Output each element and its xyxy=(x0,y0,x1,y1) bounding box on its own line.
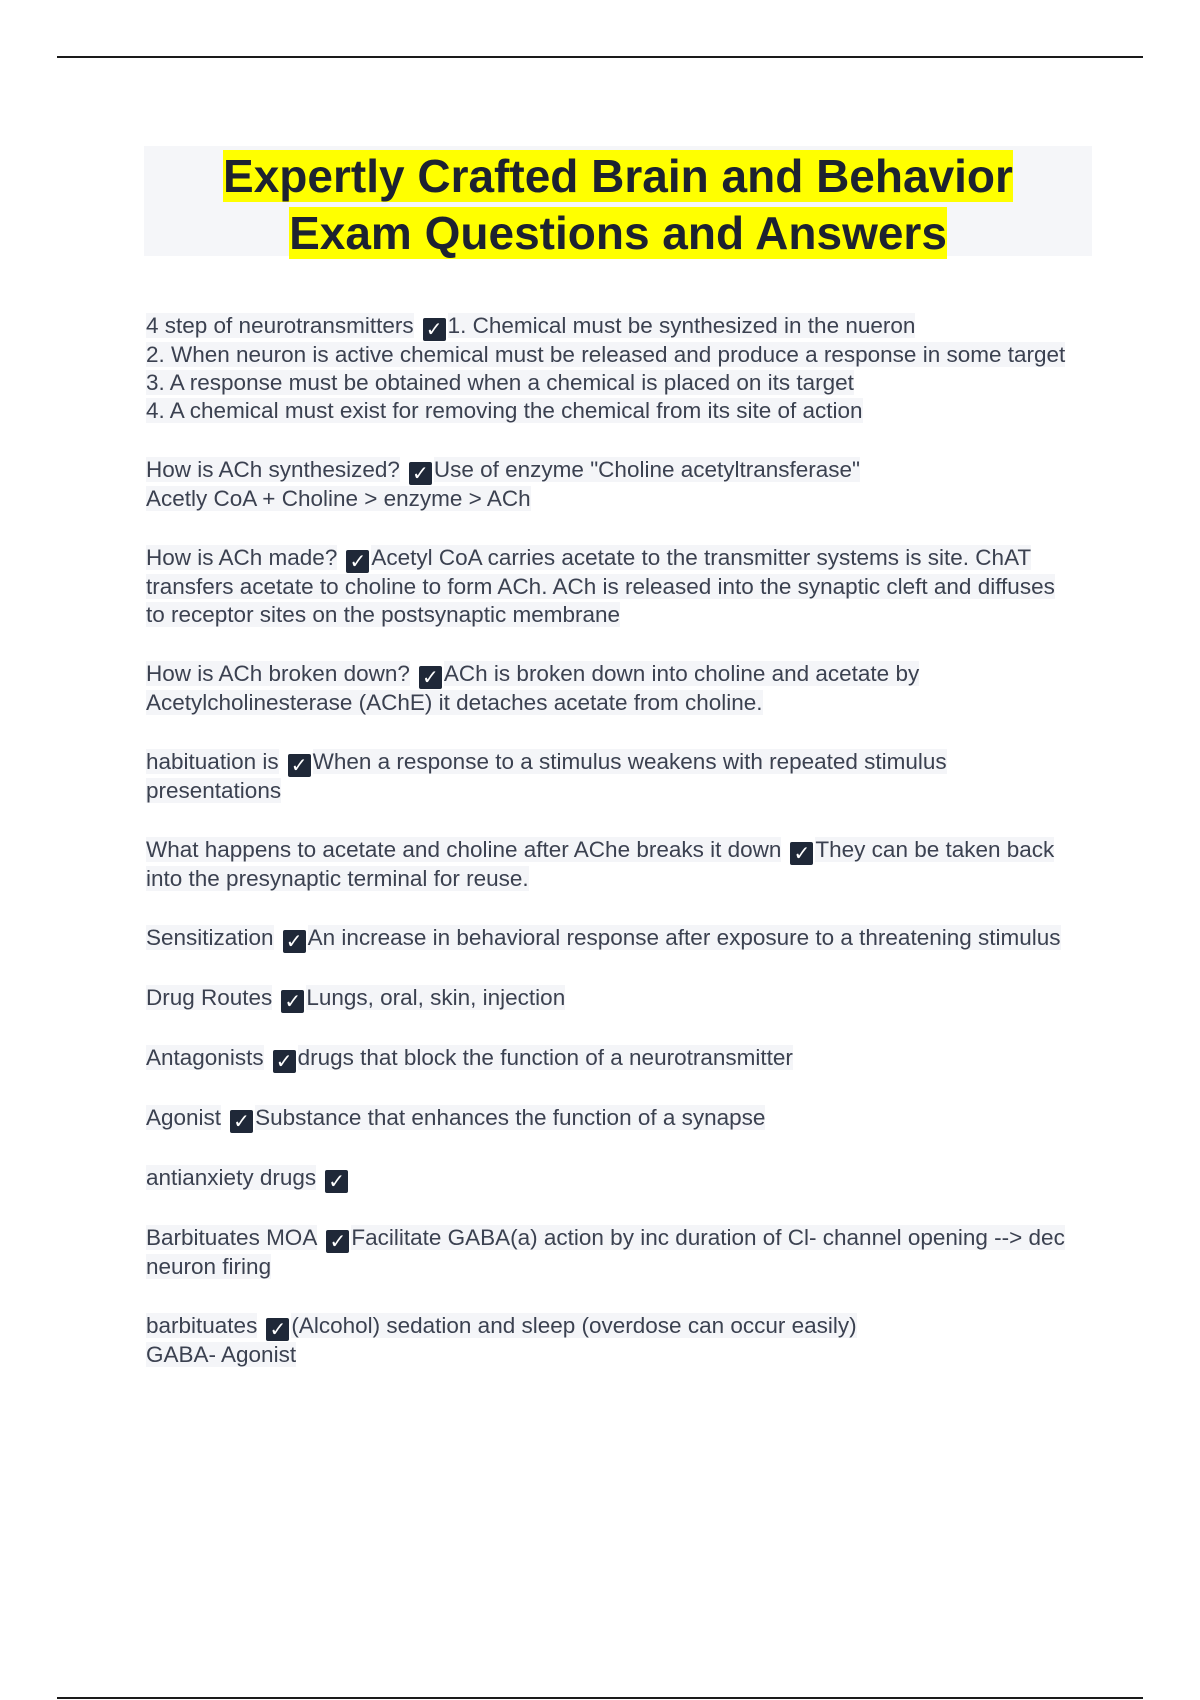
question-text: Antagonists xyxy=(146,1045,264,1070)
qa-first-line xyxy=(146,660,1076,717)
qa-item xyxy=(146,1104,1076,1133)
title-line-2: Exam Questions and Answers xyxy=(289,207,947,259)
qa-first-line xyxy=(146,836,1076,893)
question-text: Drug Routes xyxy=(146,985,273,1010)
answer-text: Lungs, oral, skin, injection xyxy=(306,985,566,1010)
answer-text: 4. A chemical must exist for removing the chemical from its site of action xyxy=(146,398,863,423)
check-box-icon: ✓ xyxy=(346,550,369,573)
qa-item xyxy=(146,1164,1076,1193)
qa-item xyxy=(146,1224,1076,1281)
question-text: What happens to acetate and choline after AChe breaks it down xyxy=(146,837,782,862)
check-box-icon: ✓ xyxy=(230,1110,253,1133)
check-box-icon: ✓ xyxy=(283,930,306,953)
answer-text: Substance that enhances the function of a synapse xyxy=(255,1105,766,1130)
answer-text: drugs that block the function of a neurotransmitter xyxy=(297,1045,793,1070)
qa-first-line xyxy=(146,312,1076,341)
question-text: How is ACh made? xyxy=(146,545,338,570)
answer-line xyxy=(146,369,1076,397)
question-text: How is ACh broken down? xyxy=(146,661,410,686)
question-text: How is ACh synthesized? xyxy=(146,457,400,482)
qa-first-line xyxy=(146,984,1076,1013)
qa-first-line xyxy=(146,1312,1076,1341)
qa-item xyxy=(146,748,1076,805)
qa-first-line xyxy=(146,456,1076,485)
qa-first-line xyxy=(146,748,1076,805)
qa-item xyxy=(146,1312,1076,1369)
qa-item xyxy=(146,544,1076,629)
answer-text: 3. A response must be obtained when a chemical is placed on its target xyxy=(146,370,854,395)
check-box-icon: ✓ xyxy=(419,666,442,689)
check-box-icon: ✓ xyxy=(266,1318,289,1341)
question-text: barbituates xyxy=(146,1313,258,1338)
check-box-icon: ✓ xyxy=(326,1230,349,1253)
question-text: 4 step of neurotransmitters xyxy=(146,313,414,338)
question-text: antianxiety drugs xyxy=(146,1165,317,1190)
top-rule xyxy=(57,56,1143,58)
title-line-1: Expertly Crafted Brain and Behavior xyxy=(223,150,1013,202)
answer-text: ACh is broken down into choline and acetate by Acetylcholinesterase (AChE) it detaches acetate from choline. xyxy=(146,661,920,715)
qa-first-line xyxy=(146,1224,1076,1281)
check-box-icon: ✓ xyxy=(790,842,813,865)
answer-line xyxy=(146,397,1076,425)
qa-first-line xyxy=(146,1044,1076,1073)
answer-text: An increase in behavioral response after exposure to a threatening stimulus xyxy=(307,925,1061,950)
qa-item xyxy=(146,924,1076,953)
answer-text: Acetly CoA + Choline > enzyme > ACh xyxy=(146,486,531,511)
check-box-icon: ✓ xyxy=(423,318,446,341)
check-box-icon: ✓ xyxy=(325,1170,348,1193)
answer-text: Use of enzyme "Choline acetyltransferase" xyxy=(433,457,861,482)
answer-text: 1. Chemical must be synthesized in the nueron xyxy=(447,313,916,338)
question-text: Barbituates MOA xyxy=(146,1225,318,1250)
question-text: habituation is xyxy=(146,749,279,774)
answer-text: They can be taken back into the presynaptic terminal for reuse. xyxy=(146,837,1055,891)
answer-text: (Alcohol) sedation and sleep (overdose can occur easily) xyxy=(291,1313,857,1338)
answer-text: When a response to a stimulus weakens with repeated stimulus presentations xyxy=(146,749,947,803)
qa-item xyxy=(146,660,1076,717)
answer-text: Facilitate GABA(a) action by inc duration of Cl- channel opening --> dec neuron firing xyxy=(146,1225,1065,1279)
bottom-rule xyxy=(57,1697,1143,1699)
qa-first-line xyxy=(146,1164,1076,1193)
answer-line xyxy=(146,1341,1076,1369)
question-text: Agonist xyxy=(146,1105,222,1130)
qa-list xyxy=(146,312,1076,1400)
check-box-icon: ✓ xyxy=(288,754,311,777)
qa-item xyxy=(146,1044,1076,1073)
answer-text: Acetyl CoA carries acetate to the transmitter systems is site. ChAT transfers acetate to choline to form ACh. ACh is released into the synaptic cleft and diffuses to receptor sites on the postsynaptic membrane xyxy=(146,545,1055,627)
answer-line xyxy=(146,341,1076,369)
qa-item xyxy=(146,836,1076,893)
qa-first-line xyxy=(146,544,1076,629)
qa-item xyxy=(146,456,1076,513)
answer-text: 2. When neuron is active chemical must be released and produce a response in some target xyxy=(146,342,1066,367)
answer-line xyxy=(146,485,1076,513)
qa-item xyxy=(146,984,1076,1013)
check-box-icon: ✓ xyxy=(281,990,304,1013)
qa-first-line xyxy=(146,1104,1076,1133)
page-title xyxy=(144,146,1092,262)
check-box-icon: ✓ xyxy=(273,1050,296,1073)
qa-item xyxy=(146,312,1076,425)
title-banner xyxy=(144,146,1092,259)
qa-first-line xyxy=(146,924,1076,953)
check-box-icon: ✓ xyxy=(409,462,432,485)
question-text: Sensitization xyxy=(146,925,274,950)
answer-text: GABA- Agonist xyxy=(146,1342,297,1367)
